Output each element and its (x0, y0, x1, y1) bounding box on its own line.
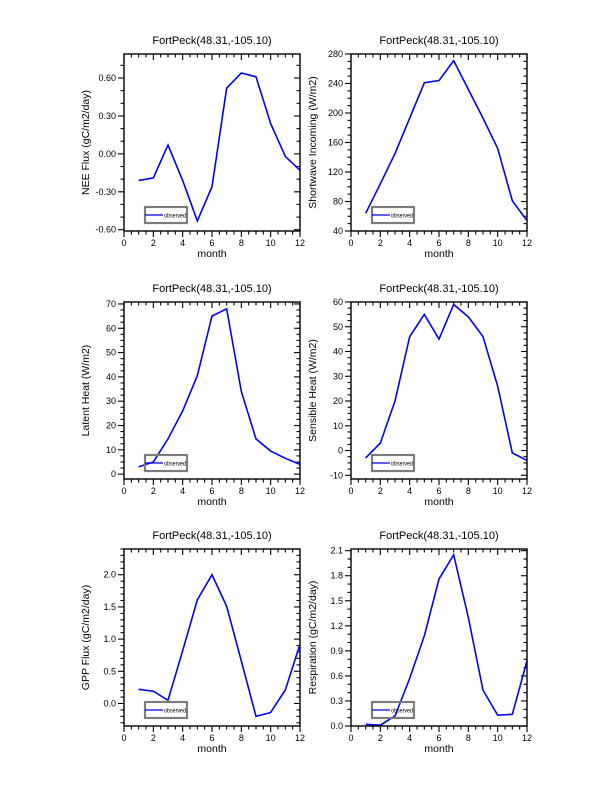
x-tick-label: 2 (377, 486, 383, 496)
y-axis-label: Sensible Heat (W/m2) (307, 339, 319, 442)
x-tick-label: 10 (492, 238, 503, 248)
y-tick-label: 0.60 (98, 73, 116, 84)
data-line-observed (139, 575, 300, 717)
x-tick-label: 6 (209, 238, 215, 248)
y-tick-label: 10 (332, 420, 343, 431)
legend-label: observed (391, 212, 414, 220)
y-tick-label: 0.0 (103, 698, 116, 709)
x-tick-label: 6 (436, 733, 442, 743)
y-axis-label: NEE Flux (gC/m2/day) (80, 89, 92, 196)
y-tick-label: 0.9 (330, 645, 343, 656)
x-tick-label: 8 (465, 486, 471, 496)
x-tick-label: 10 (265, 733, 276, 743)
y-tick-label: 50 (105, 347, 116, 358)
y-tick-label: 70 (105, 298, 116, 309)
y-axis-label: Shortwave Incoming (W/m2) (307, 76, 319, 209)
x-tick-label: 12 (521, 733, 533, 743)
y-tick-label: 0.5 (103, 666, 116, 677)
legend-label: observed (164, 460, 187, 468)
chart-latent-heat (0, 268, 306, 515)
x-tick-label: 12 (294, 238, 306, 248)
data-line-observed (139, 73, 300, 221)
y-tick-label: 20 (332, 396, 343, 407)
x-tick-label: 2 (150, 486, 156, 496)
y-tick-label: 1.2 (330, 620, 343, 631)
x-tick-label: 10 (265, 486, 276, 496)
x-tick-label: 0 (348, 238, 354, 248)
x-tick-label: 0 (348, 733, 354, 743)
x-tick-label: 4 (407, 733, 413, 743)
data-line-observed (366, 555, 527, 725)
x-tick-label: 4 (180, 238, 186, 248)
chart-nee-flux (0, 20, 306, 267)
y-tick-label: 0.00 (98, 148, 116, 159)
chart-canvas-shortwave-incoming (306, 20, 612, 267)
y-tick-label: 160 (327, 137, 343, 148)
x-axis-label: month (424, 496, 454, 508)
data-line-observed (366, 304, 527, 460)
chart-canvas-gpp-flux (0, 515, 306, 762)
x-tick-label: 0 (121, 238, 127, 248)
y-tick-label: 1.0 (103, 634, 116, 645)
y-tick-label: 80 (332, 196, 343, 207)
legend-label: observed (391, 707, 414, 715)
x-tick-label: 8 (238, 486, 244, 496)
x-tick-label: 12 (294, 486, 306, 496)
chart-shortwave-incoming (306, 20, 612, 267)
x-tick-label: 2 (377, 238, 383, 248)
x-tick-label: 12 (294, 733, 306, 743)
chart-canvas-respiration (306, 515, 612, 762)
chart-canvas-sensible-heat (306, 268, 612, 515)
y-tick-label: 30 (332, 371, 343, 382)
x-tick-label: 8 (465, 733, 471, 743)
y-tick-label: 40 (332, 346, 343, 357)
y-tick-label: 200 (327, 108, 343, 118)
x-tick-label: 6 (209, 733, 215, 743)
y-tick-label: 1.5 (330, 595, 343, 606)
y-tick-label: -0.60 (95, 224, 116, 235)
x-axis-label: month (197, 496, 227, 508)
y-tick-label: 30 (105, 396, 116, 407)
y-tick-label: 2.1 (330, 545, 343, 556)
chart-canvas-latent-heat (0, 268, 306, 515)
x-tick-label: 6 (436, 486, 442, 496)
x-tick-label: 4 (180, 486, 186, 496)
legend-label: observed (164, 212, 187, 220)
y-tick-label: 0.3 (330, 695, 343, 706)
x-tick-label: 10 (492, 733, 503, 743)
x-tick-label: 0 (348, 486, 354, 496)
y-tick-label: 60 (332, 297, 343, 307)
chart-title: FortPeck(48.31,-105.10) (152, 530, 272, 542)
y-axis-label: Latent Heat (W/m2) (80, 344, 92, 437)
x-tick-label: 6 (209, 486, 215, 496)
y-tick-label: 1.5 (103, 601, 116, 612)
x-tick-label: 8 (238, 733, 244, 743)
data-line-observed (139, 309, 300, 467)
x-axis-label: month (197, 743, 227, 755)
plot-frame (351, 549, 527, 726)
legend-label: observed (164, 707, 187, 715)
chart-title: FortPeck(48.31,-105.10) (379, 35, 499, 47)
x-tick-label: 8 (465, 238, 471, 248)
y-axis-label: Respiration (gC/m2/day) (307, 580, 319, 695)
x-tick-label: 4 (407, 238, 413, 248)
y-tick-label: 40 (332, 226, 343, 236)
x-axis-label: month (424, 743, 454, 755)
y-tick-label: -0.30 (95, 186, 116, 197)
x-tick-label: 6 (436, 238, 442, 248)
y-tick-label: 0.6 (330, 670, 343, 681)
y-tick-label: 0 (110, 469, 116, 480)
x-tick-label: 8 (238, 238, 244, 248)
y-tick-label: 120 (327, 167, 343, 177)
y-tick-label: 10 (105, 444, 116, 455)
x-tick-label: 10 (492, 486, 503, 496)
data-line-observed (366, 61, 527, 221)
y-tick-label: 2.0 (103, 569, 116, 580)
legend-label: observed (391, 460, 414, 468)
chart-sensible-heat (306, 268, 612, 515)
x-tick-label: 2 (150, 238, 156, 248)
x-tick-label: 4 (407, 486, 413, 496)
chart-gpp-flux (0, 515, 306, 762)
x-tick-label: 2 (150, 733, 156, 743)
chart-title: FortPeck(48.31,-105.10) (379, 283, 499, 295)
chart-title: FortPeck(48.31,-105.10) (379, 530, 499, 542)
y-tick-label: 60 (105, 323, 116, 334)
x-axis-label: month (197, 248, 227, 260)
y-tick-label: 0 (337, 445, 343, 456)
x-tick-label: 12 (521, 486, 533, 496)
y-tick-label: 20 (105, 420, 116, 431)
y-tick-label: 0.30 (98, 110, 116, 121)
x-axis-label: month (424, 248, 454, 260)
plot-frame (124, 54, 300, 231)
y-tick-label: 50 (332, 321, 343, 332)
y-tick-label: 1.8 (330, 570, 343, 581)
chart-canvas-nee-flux (0, 20, 306, 267)
x-tick-label: 2 (377, 733, 383, 743)
y-tick-label: 0.0 (330, 721, 343, 731)
chart-respiration (306, 515, 612, 762)
plot-frame (351, 302, 527, 479)
x-tick-label: 0 (121, 733, 127, 743)
y-tick-label: 40 (105, 371, 116, 382)
x-tick-label: 0 (121, 486, 127, 496)
chart-title: FortPeck(48.31,-105.10) (152, 35, 272, 47)
x-tick-label: 4 (180, 733, 186, 743)
y-tick-label: 240 (327, 78, 343, 89)
chart-title: FortPeck(48.31,-105.10) (152, 283, 272, 295)
x-tick-label: 12 (521, 238, 533, 248)
y-tick-label: 280 (327, 49, 343, 59)
x-tick-label: 10 (265, 238, 276, 248)
y-tick-label: -10 (329, 470, 343, 481)
y-axis-label: GPP Flux (gC/m2/day) (80, 584, 92, 691)
